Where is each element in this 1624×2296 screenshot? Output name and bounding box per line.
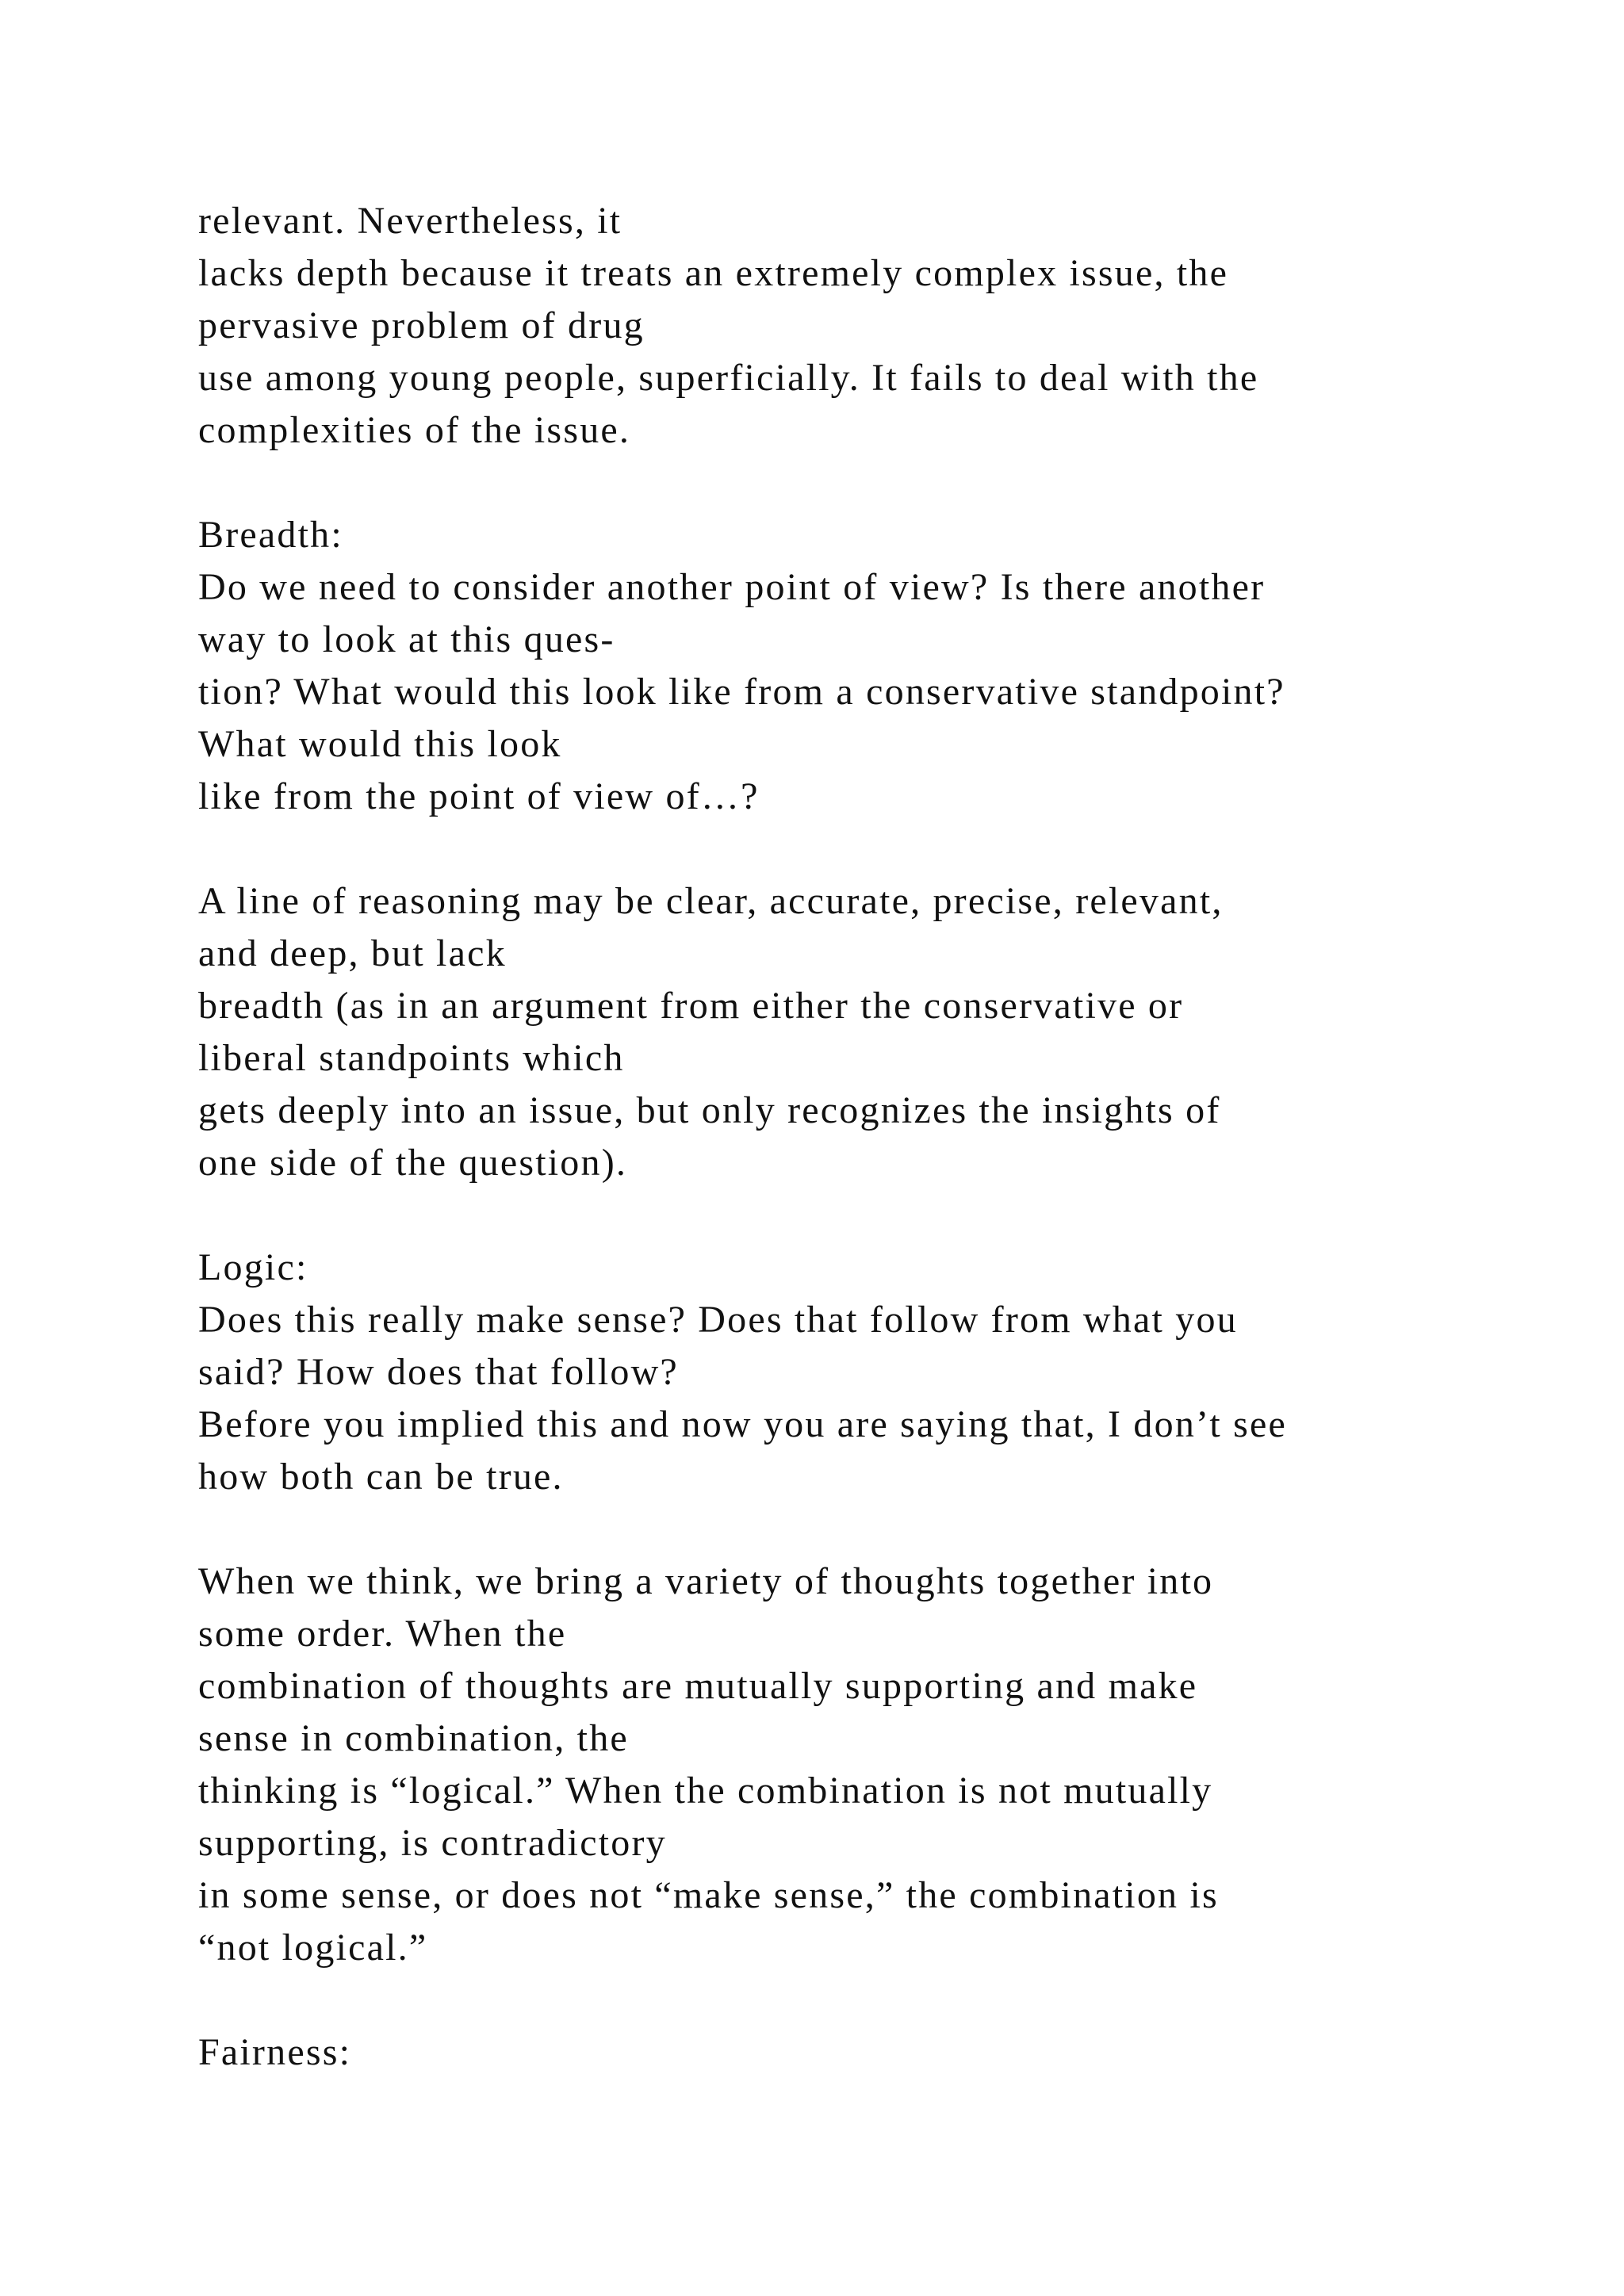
text-line: in some sense, or does not “make sense,” the combination is: [198, 1874, 1219, 1916]
text-line: use among young people, superficially. It fails to deal with the: [198, 357, 1259, 399]
text-line: What would this look: [198, 723, 562, 765]
text-line: Does this really make sense? Does that follow from what you: [198, 1299, 1238, 1341]
text-line: Do we need to consider another point of view? Is there another: [198, 566, 1266, 608]
text-line: Fairness:: [198, 2031, 352, 2073]
text-line: Breadth:: [198, 514, 343, 556]
text-line: gets deeply into an issue, but only recognizes the insights of: [198, 1089, 1221, 1131]
text-line: way to look at this ques-: [198, 618, 615, 660]
text-line: “not logical.”: [198, 1927, 428, 1969]
text-line: like from the point of view of…?: [198, 775, 760, 817]
text-line: said? How does that follow?: [198, 1351, 679, 1393]
paragraph-gap: [198, 1503, 1467, 1556]
text-line: When we think, we bring a variety of thoughts together into: [198, 1560, 1214, 1602]
text-line: some order. When the: [198, 1613, 567, 1655]
text-line: supporting, is contradictory: [198, 1822, 667, 1864]
paragraph-gap: [198, 457, 1467, 509]
text-line: Logic:: [198, 1246, 308, 1288]
text-line: complexities of the issue.: [198, 409, 631, 451]
paragraph-gap: [198, 1974, 1467, 2026]
text-line: lacks depth because it treats an extremely complex issue, the: [198, 252, 1229, 294]
paragraph-gap: [198, 1189, 1467, 1242]
text-line: breadth (as in an argument from either the conservative or: [198, 985, 1184, 1027]
text-line: how both can be true.: [198, 1456, 564, 1498]
text-line: tion? What would this look like from a conservative standpoint?: [198, 671, 1285, 713]
text-line: thinking is “logical.” When the combination is not mutually: [198, 1770, 1213, 1812]
text-line: A line of reasoning may be clear, accurate, precise, relevant,: [198, 880, 1224, 922]
text-line: liberal standpoints which: [198, 1037, 625, 1079]
text-line: sense in combination, the: [198, 1717, 629, 1759]
document-body: [198, 195, 1467, 2079]
text-line: combination of thoughts are mutually supporting and make: [198, 1665, 1198, 1707]
text-line: pervasive problem of drug: [198, 304, 645, 346]
text-line: one side of the question).: [198, 1142, 628, 1184]
paragraph-gap: [198, 823, 1467, 875]
text-line: and deep, but lack: [198, 932, 507, 974]
text-line: Before you implied this and now you are saying that, I don’t see: [198, 1403, 1287, 1445]
text-line: relevant. Nevertheless, it: [198, 200, 622, 242]
